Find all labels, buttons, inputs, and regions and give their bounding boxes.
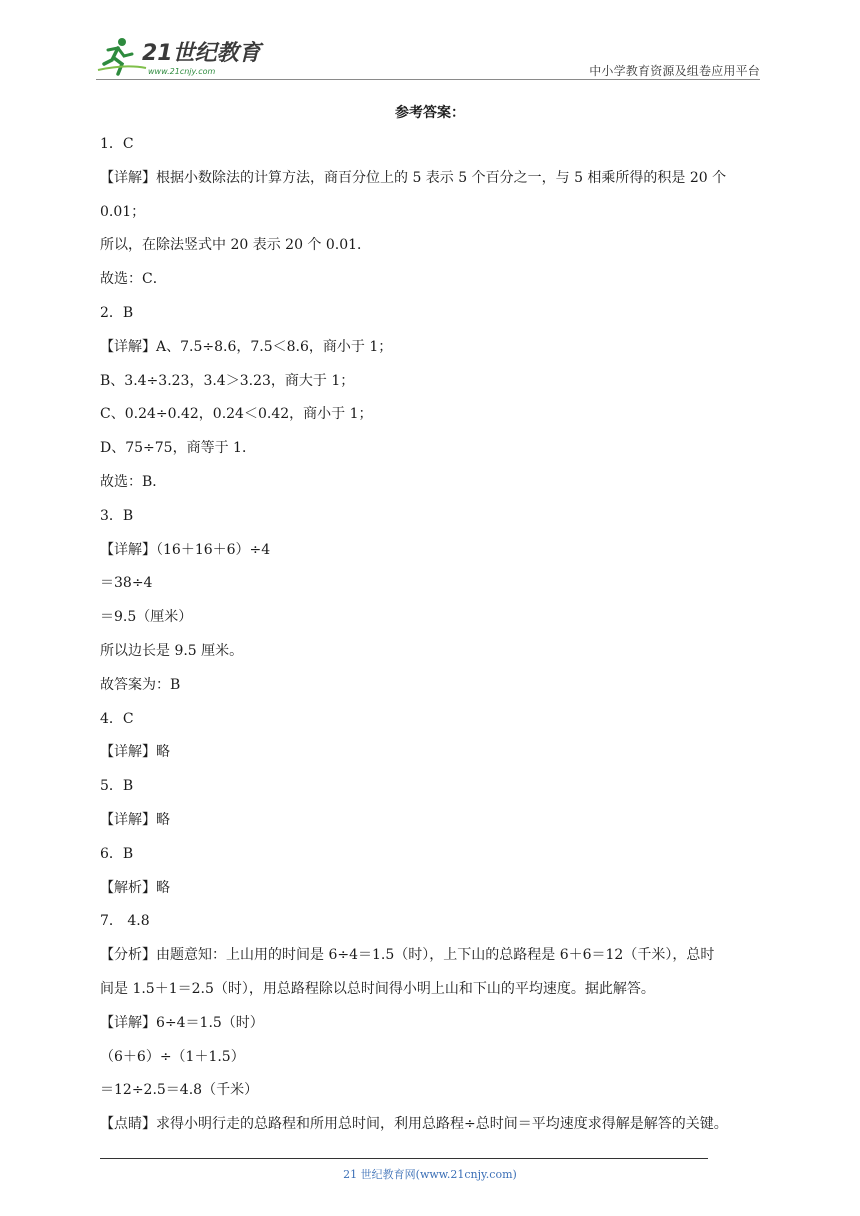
answer-line: ＝12÷2.5＝4.8（千米） <box>100 1082 259 1099</box>
answer-line: 0.01； <box>100 203 146 220</box>
answer-line: 故选：C． <box>100 271 167 288</box>
answer-line: 所以边长是 9.5 厘米。 <box>100 642 244 659</box>
answer-line: 【详解】A、7.5÷8.6，7.5＜8.6，商小于 1； <box>100 338 393 355</box>
answer-line: 2．B <box>100 304 134 321</box>
answer-line: （6＋6）÷（1＋1.5） <box>100 1048 245 1065</box>
answer-line: 所以，在除法竖式中 20 表示 20 个 0.01． <box>100 237 372 254</box>
answer-line: 【详解】6÷4＝1.5（时） <box>100 1014 264 1031</box>
footer-link[interactable]: 21 世纪教育网(www.21cnjy.com) <box>343 1168 517 1181</box>
runner-icon <box>98 38 146 74</box>
answer-line: 4．C <box>100 710 134 727</box>
answer-content <box>100 128 762 1142</box>
page-title: 参考答案： <box>395 105 465 121</box>
answer-line: 6．B <box>100 845 134 862</box>
answer-line: ＝38÷4 <box>100 575 153 592</box>
answer-line: 【详解】略 <box>100 744 170 761</box>
answer-line: 【点睛】求得小明行走的总路程和所用总时间，利用总路程÷总时间＝平均速度求得解是解答的关键。 <box>100 1116 728 1133</box>
answer-line: 【详解】略 <box>100 811 170 828</box>
answer-line: 【详解】根据小数除法的计算方法，商百分位上的 5 表示 5 个百分之一，与 5 相乘所得的积是 20 个 <box>100 169 727 186</box>
answer-line: C、0.24÷0.42，0.24＜0.42，商小于 1； <box>100 406 373 423</box>
answer-line: 3．B <box>100 507 134 524</box>
answer-line: D、75÷75，商等于 1． <box>100 440 256 457</box>
answer-line: 故答案为：B <box>100 676 181 693</box>
answer-line: B、3.4÷3.23，3.4＞3.23，商大于 1； <box>100 372 355 389</box>
platform-name: 中小学教育资源及组卷应用平台 <box>589 64 760 78</box>
answer-line: ＝9.5（厘米） <box>100 609 193 626</box>
site-logo <box>96 34 266 80</box>
answer-line: 【分析】由题意知：上山用的时间是 6÷4＝1.5（时），上下山的总路程是 6＋6＝12（千米），总时 <box>100 947 715 964</box>
answer-line: 【详解】（16＋16＋6）÷4 <box>100 541 271 558</box>
answer-line: 间是 1.5＋1＝2.5（时），用总路程除以总时间得小明上山和下山的平均速度。据此解答。 <box>100 980 655 997</box>
answer-line: 5．B <box>100 778 134 795</box>
page-header <box>96 34 760 80</box>
answer-line: 7． 4.8 <box>100 913 150 930</box>
header-divider <box>96 79 760 80</box>
logo-url: www.21cnjy.com <box>148 67 216 76</box>
answer-line: 故选：B． <box>100 473 167 490</box>
answer-line: 【解析】略 <box>100 879 170 896</box>
footer-divider <box>100 1158 708 1159</box>
answer-line: 1．C <box>100 136 134 152</box>
logo-text: 21世纪教育 <box>142 41 261 66</box>
